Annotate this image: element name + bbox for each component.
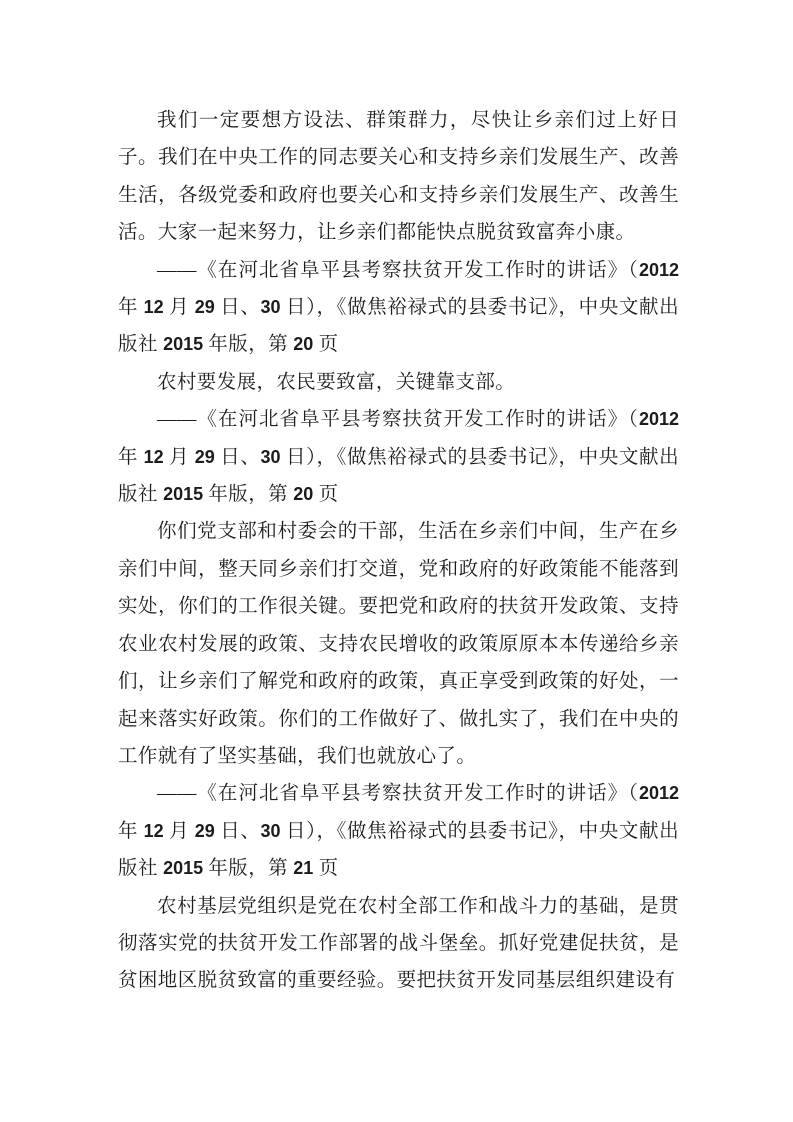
latin-number: 12	[143, 820, 164, 841]
citation-paragraph: ——《在河北省阜平县考察扶贫开发工作时的讲话》（2012 年 12 月 29 日、30 日），《做焦裕禄式的县委书记》，中央文献出版社 2015 年版，第 21 页	[118, 783, 679, 880]
latin-number: 29	[194, 446, 215, 467]
citation-paragraph: ——《在河北省阜平县考察扶贫开发工作时的讲话》（2012 年 12 月 29 日、30 日），《做焦裕禄式的县委书记》，中央文献出版社 2015 年版，第 20 页	[118, 259, 679, 356]
latin-number: 29	[194, 297, 215, 318]
quote-paragraph: 我们一定要想方设法、群策群力，尽快让乡亲们过上好日子。我们在中央工作的同志要关心和支持乡亲们发展生产、改善生活，各级党委和政府也要关心和支持乡亲们发展生产、改善生活。大家一起来努力，让乡亲们都能快点脱贫致富奔小康。	[118, 110, 679, 244]
latin-number: 2015	[163, 858, 204, 879]
latin-number: 2012	[638, 409, 679, 430]
latin-number: 12	[143, 297, 164, 318]
latin-number: 20	[293, 484, 314, 505]
quote-paragraph: 你们党支部和村委会的干部，生活在乡亲们中间，生产在乡亲们中间，整天同乡亲们打交道，党和政府的好政策能不能落到实处，你们的工作很关键。要把党和政府的扶贫开发政策、支持农业农村发展的政策、支持农民增收的政策原原本本传递给乡亲们，让乡亲们了解党和政府的政策，真正享受到政策的好处，一起来落实好政策。你们的工作做好了、做扎实了，我们在中央的工作就有了坚实基础，我们也就放心了。	[118, 521, 679, 767]
latin-number: 30	[260, 446, 281, 467]
latin-number: 2015	[163, 334, 204, 355]
latin-number: 2012	[638, 259, 679, 280]
latin-number: 30	[260, 820, 281, 841]
latin-number: 2015	[163, 484, 204, 505]
latin-number: 20	[293, 334, 314, 355]
latin-number: 12	[143, 446, 164, 467]
latin-number: 2012	[638, 783, 679, 804]
quote-paragraph: 农村基层党组织是党在农村全部工作和战斗力的基础，是贯彻落实党的扶贫开发工作部署的战斗堡垒。抓好党建促扶贫，是贫困地区脱贫致富的重要经验。要把扶贫开发同基层组织建设有	[118, 895, 679, 992]
latin-number: 21	[293, 858, 314, 879]
latin-number: 30	[260, 297, 281, 318]
document-body	[118, 102, 679, 1000]
quote-paragraph: 农村要发展，农民要致富，关键靠支部。	[157, 371, 516, 393]
citation-paragraph: ——《在河北省阜平县考察扶贫开发工作时的讲话》（2012 年 12 月 29 日、30 日），《做焦裕禄式的县委书记》，中央文献出版社 2015 年版，第 20 页	[118, 409, 679, 506]
latin-number: 29	[194, 820, 215, 841]
